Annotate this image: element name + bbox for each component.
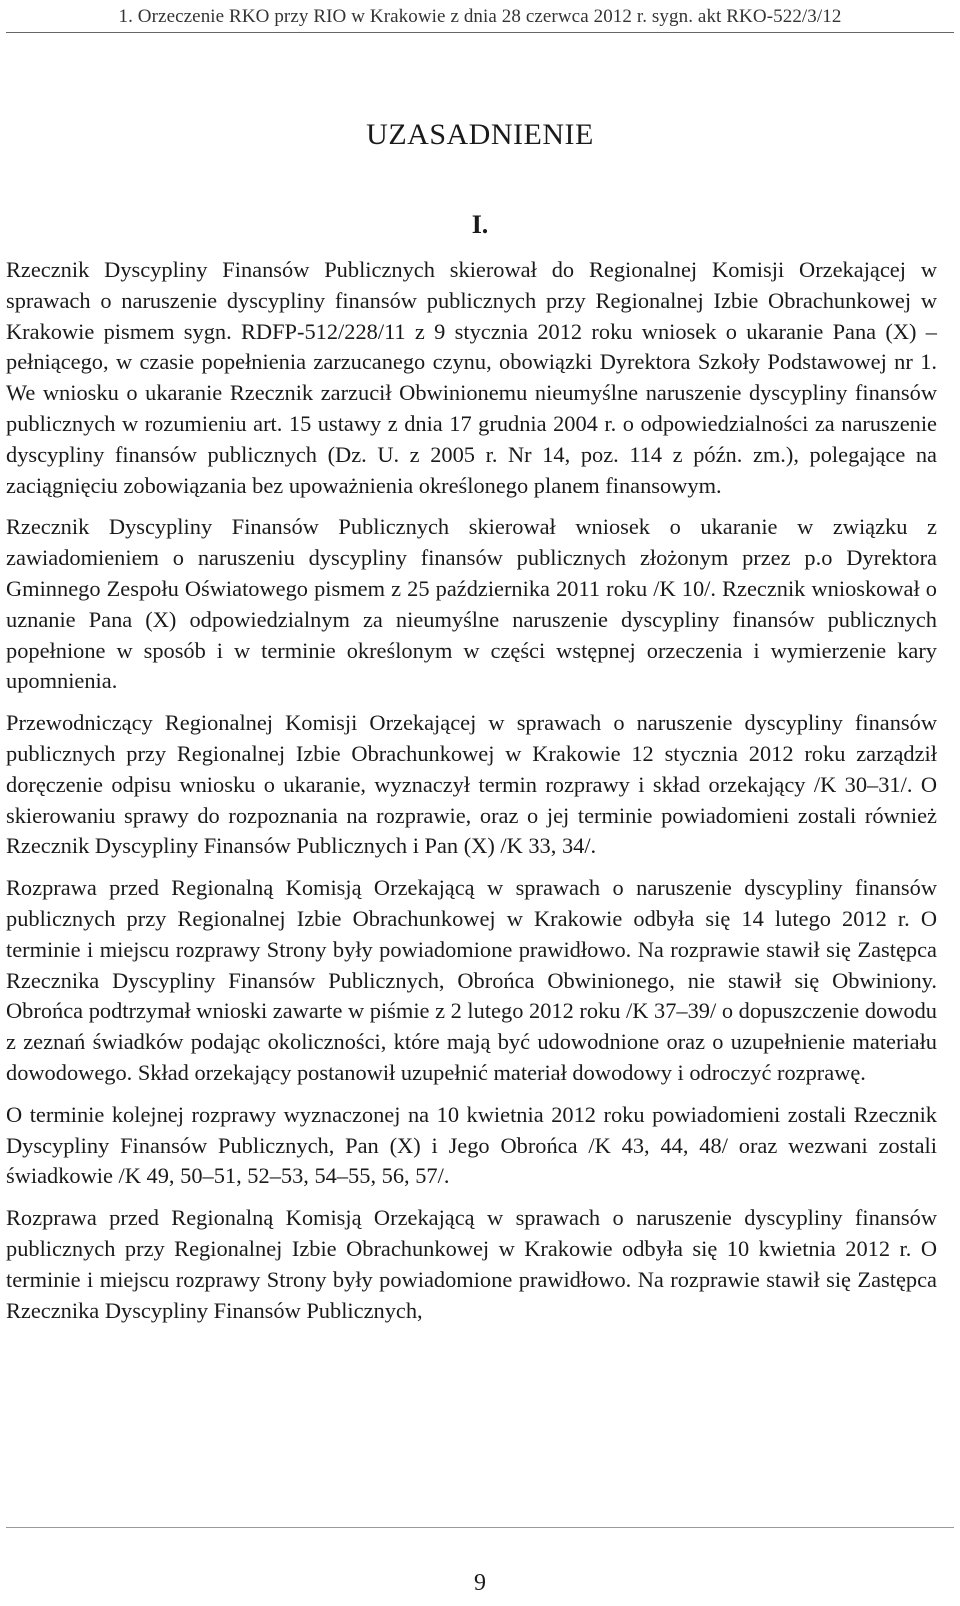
page-number: 9 xyxy=(474,1570,486,1596)
footer-divider xyxy=(6,1527,954,1528)
paragraph: Rzecznik Dyscypliny Finansów Publicznych skierował do Regionalnej Komisji Orzekającej w sprawach o naruszenie dyscypliny finansów publicznych przy Regionalnej Izbie Obrachunkowej w Krakowie pismem sygn. RDFP-512/228/11 z 9 stycznia 2012 roku wniosek o ukaranie Pana (X) – pełniącego, w czasie popełnienia zarzucanego czynu, obowiązki Dyrektora Szkoły Podstawowej nr 1. We wniosku o ukaranie Rzecznik zarzucił Obwinionemu nieumyślne naruszenie dyscypliny finansów publicznych w rozumieniu art. 15 ustawy z dnia 17 grudnia 2004 r. o odpowiedzialności za naruszenie dyscypliny finansów publicznych (Dz. U. z 2005 r. Nr 14, poz. 114 z późn. zm.), polegające na zaciągnięciu zobowiązania bez upoważnienia określonego planem finansowym. xyxy=(6,257,937,498)
running-header: 1. Orzeczenie RKO przy RIO w Krakowie z dnia 28 czerwca 2012 r. sygn. akt RKO-522/3/12 xyxy=(118,6,842,27)
document-body xyxy=(6,255,937,1337)
section-numeral: I. xyxy=(471,210,489,239)
paragraph: Rozprawa przed Regionalną Komisją Orzekającą w sprawach o naruszenie dyscypliny finansów publicznych przy Regionalnej Izbie Obrachunkowej w Krakowie odbyła się 10 kwietnia 2012 r. O terminie i miejscu rozprawy Strony były powiadomione prawidłowo. Na rozprawie stawił się Zastępca Rzecznika Dyscypliny Finansów Publicznych, xyxy=(6,1205,937,1323)
paragraph: Przewodniczący Regionalnej Komisji Orzekającej w sprawach o naruszenie dyscypliny finansów publicznych przy Regionalnej Izbie Obrachunkowej w Krakowie 12 stycznia 2012 roku zarządził doręczenie odpisu wniosku o ukaranie, wyznaczył termin rozprawy i skład orzekający /K 30–31/. O skierowaniu sprawy do rozpoznania na rozprawie, oraz o jej terminie powiadomieni zostali również Rzecznik Dyscypliny Finansów Publicznych i Pan (X) /K 33, 34/. xyxy=(6,710,937,859)
paragraph: Rozprawa przed Regionalną Komisją Orzekającą w sprawach o naruszenie dyscypliny finansów publicznych przy Regionalnej Izbie Obrachunkowej w Krakowie odbyła się 14 lutego 2012 r. O terminie i miejscu rozprawy Strony były powiadomione prawidłowo. Na rozprawie stawił się Zastępca Rzecznika Dyscypliny Finansów Publicznych, Obrońca Obwinionego, nie stawił się Obwiniony. Obrońca podtrzymał wnioski zawarte w piśmie z 2 lutego 2012 roku /K 37–39/ o dopuszczenie dowodu z zeznań świadków podając okoliczności, które mają być udowodnione oraz o uzupełnienie materiału dowodowego. Skład orzekający postanowił uzupełnić materiał dowodowy i odroczyć rozprawę. xyxy=(6,875,937,1085)
paragraph: Rzecznik Dyscypliny Finansów Publicznych skierował wniosek o ukaranie w związku z zawiadomieniem o naruszeniu dyscypliny finansów publicznych złożonym przez p.o Dyrektora Gminnego Zespołu Oświatowego pismem z 25 października 2011 roku /K 10/. Rzecznik wnioskował o uznanie Pana (X) odpowiedzialnym za nieumyślne naruszenie dyscypliny finansów publicznych popełnione w sposób i w terminie określonym w części wstępnej orzeczenia i wymierzenie kary upomnienia. xyxy=(6,514,937,694)
header-divider xyxy=(6,32,954,33)
document-title: UZASADNIENIE xyxy=(366,118,594,151)
paragraph: O terminie kolejnej rozprawy wyznaczonej na 10 kwietnia 2012 roku powiadomieni zostali Rzecznik Dyscypliny Finansów Publicznych, Pan (X) i Jego Obrońca /K 43, 44, 48/ oraz wezwani zostali świadkowie /K 49, 50–51, 52–53, 54–55, 56, 57/. xyxy=(6,1101,937,1189)
